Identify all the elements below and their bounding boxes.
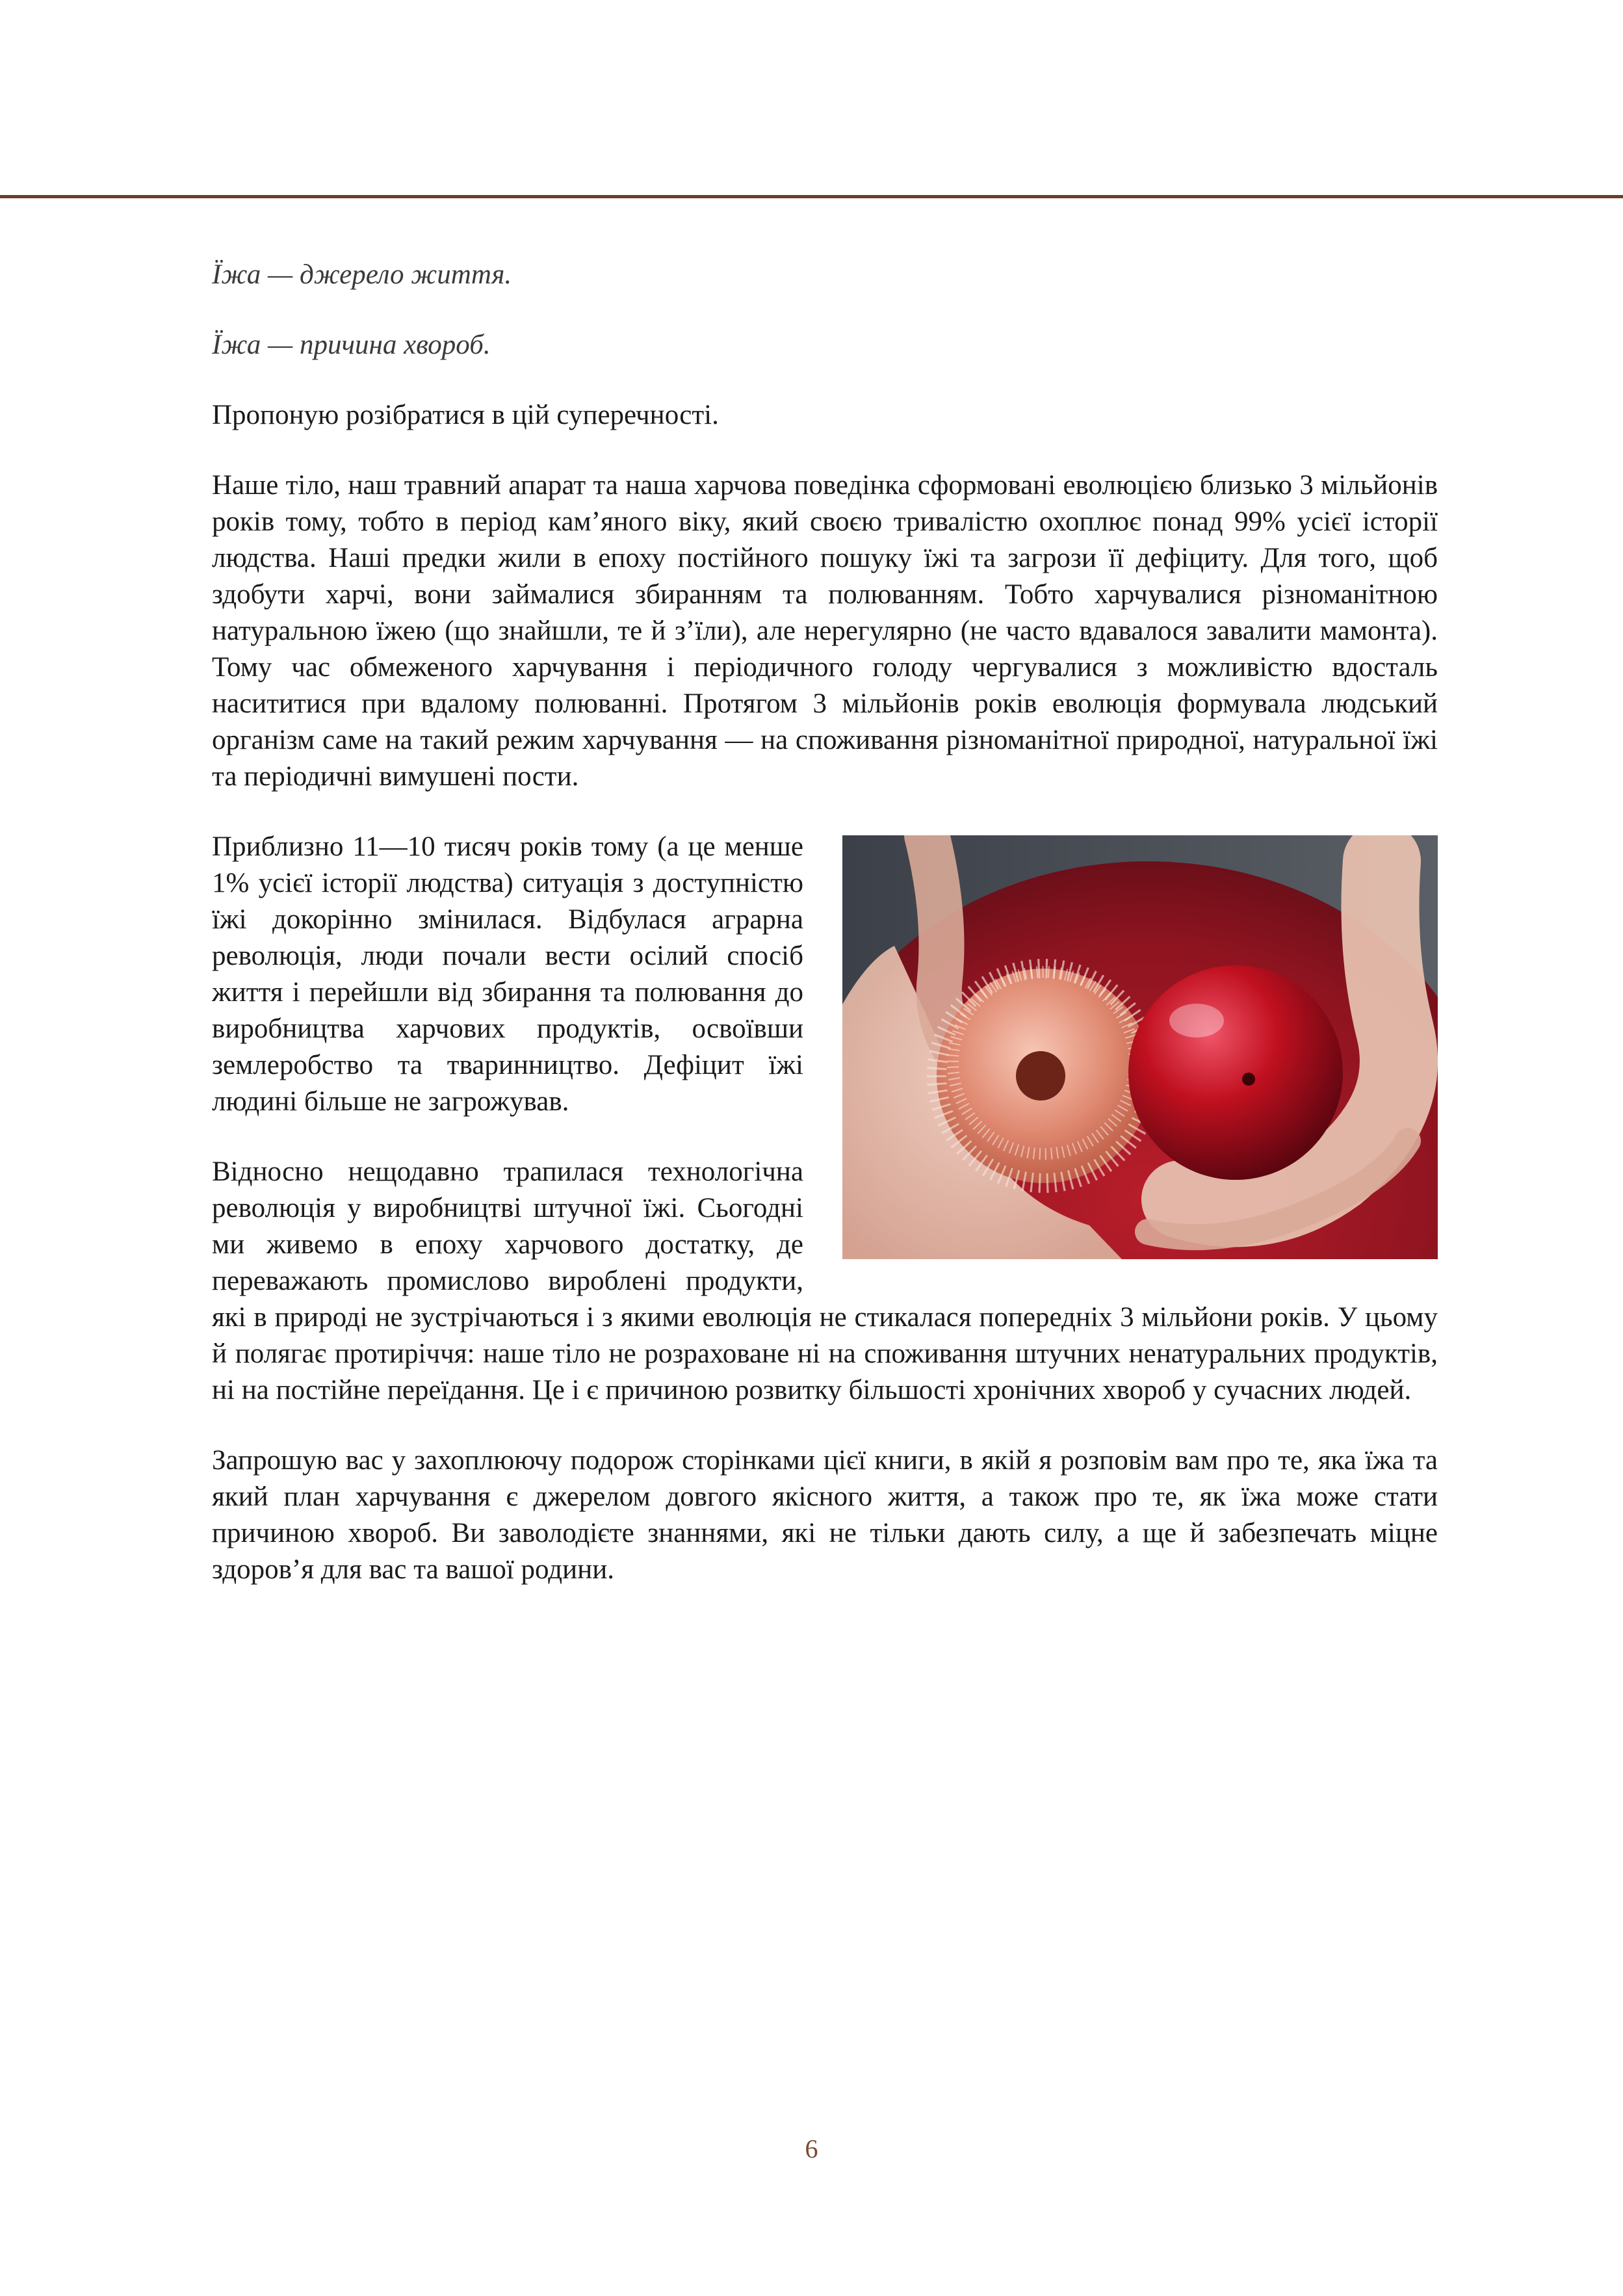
paragraph-agrarian: Приблизно 11—10 тисяч років тому (а це менше 1% усієї історії людства) ситуація з доступністю їжі докорінно змінилася. Відбулася аграрна революція, люди почали вести осілий спосіб життя і перейшли від збирання та полювання до виробництва харчових продуктів, освоївши землеробство та тваринництво. Дефіцит їжі людині більше не загрожував. xyxy=(212,831,803,1117)
paragraph-invitation: Запрошую вас у захоплюючу подорож сторінками цієї книги, в якій я розповім вам про те, яка їжа та який план харчування є джерелом довгого якісного життя, а також про те, як їжа може стати причиною хвороб. Ви заволодієте знаннями, які не тільки дають силу, а ще й забезпечать міцне здоров’я для вас та вашої родини. xyxy=(212,1445,1438,1585)
paragraph-intro: Пропоную розібратися в цій суперечності. xyxy=(212,400,719,430)
epigraph-life: Їжа — джерело життя. xyxy=(212,259,512,290)
paragraph-technological: Відносно нещодавно трапилася технологічна революція у виробництві штучної їжі. Сьогодні ми живемо в епоху харчового достатку, де переважають промислово вироблені продукти, які в природі не зустрічаються і з якими еволюція не стикалася попередніх 3 мільйони років. У цьому й полягає протиріччя: наше тіло не розраховане ні на споживання штучних ненатуральних продуктів, ні на постійне переїдання. Це і є причиною розвитку більшості хронічних хвороб у сучасних людей. xyxy=(212,1156,1438,1405)
hands-donut-apple-illustration xyxy=(842,835,1438,1259)
header-rule xyxy=(0,195,1623,198)
page-number: 6 xyxy=(805,2134,818,2163)
paragraph-evolution: Наше тіло, наш травний апарат та наша харчова поведінка сформовані еволюцією близько 3 мільйонів років тому, тобто в період кам’яного віку, який своєю тривалістю охоплює понад 99% усієї історії людства. Наші предки жили в епоху постійного пошуку їжі та загрози її дефіциту. Для того, щоб здобути харчі, вони займалися збиранням та полюванням. Тобто харчувалися різноманітною натуральною їжею (що знайшли, те й з’їли), але нерегулярно (не часто вдавалося завалити мамонта). Тому час обмеженого харчування і періодичного голоду чергувалися з можливістю вдосталь насититися при вдалому полюванні. Протягом 3 мільйонів років еволюція формувала людський організм саме на такий режим харчування — на споживання різноманітної природної, натуральної їжі та періодичні вимушені пости. xyxy=(212,470,1438,792)
epigraph-disease: Їжа — причина хвороб. xyxy=(212,330,491,360)
donut-apple-photo xyxy=(842,835,1438,1259)
main-text xyxy=(212,257,1438,1622)
